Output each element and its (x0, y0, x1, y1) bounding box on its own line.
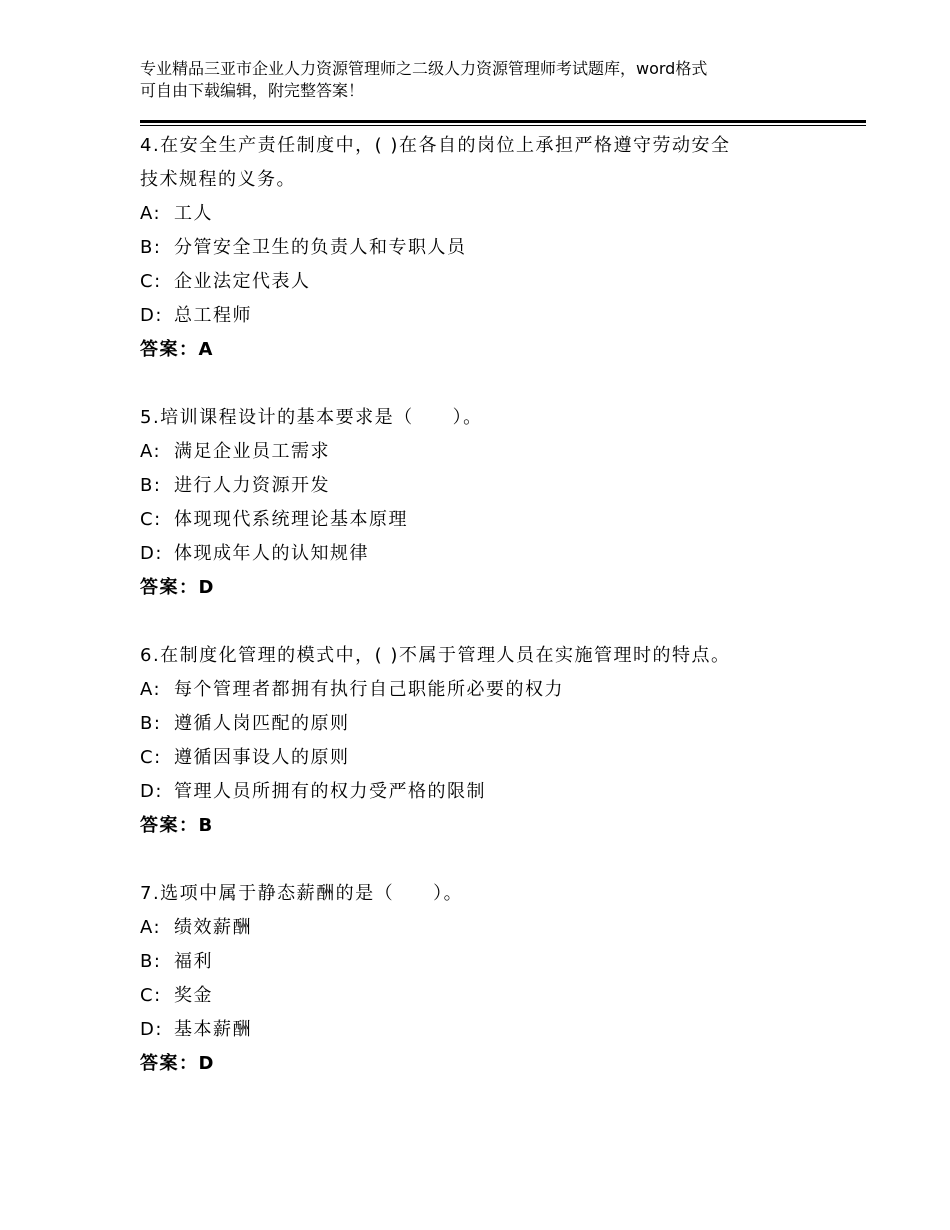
option-letter: B: (140, 951, 162, 972)
question-list (140, 129, 840, 1115)
option-letter: C: (140, 747, 162, 768)
answer-line (140, 571, 840, 605)
option-item (140, 673, 840, 707)
option-letter: D: (140, 543, 163, 564)
option-item (140, 299, 840, 333)
option-text: 企业法定代表人 (174, 271, 311, 292)
option-item (140, 979, 840, 1013)
option-letter: D: (140, 305, 163, 326)
question-stem: 技术规程的义务。 (140, 169, 296, 190)
option-text: 总工程师 (174, 305, 252, 326)
option-letter: A: (140, 203, 162, 224)
header-line-1: 专业精品三亚市企业人力资源管理师之二级人力资源管理师考试题库，word格式 (140, 59, 708, 78)
option-text: 福利 (174, 951, 213, 972)
question-stem: 4.在安全生产责任制度中，( )在各自的岗位上承担严格遵守劳动安全 (140, 135, 731, 156)
option-letter: D: (140, 1019, 163, 1040)
option-item (140, 945, 840, 979)
option-item (140, 775, 840, 809)
answer-value: A (198, 339, 214, 360)
header-line-2: 可自由下载编辑，附完整答案！ (140, 81, 365, 100)
question-stem: 7.选项中属于静态薪酬的是（ ）。 (140, 883, 464, 904)
answer-line (140, 1047, 840, 1081)
option-text: 绩效薪酬 (174, 917, 252, 938)
option-letter: A: (140, 679, 162, 700)
option-letter: C: (140, 271, 162, 292)
option-item (140, 265, 840, 299)
option-item (140, 707, 840, 741)
option-item (140, 1013, 840, 1047)
answer-value: D (198, 1053, 215, 1074)
option-item (140, 503, 840, 537)
answer-label: 答案： (140, 815, 199, 836)
question-stem: 5.培训课程设计的基本要求是（ ）。 (140, 407, 483, 428)
answer-line (140, 809, 840, 843)
option-text: 管理人员所拥有的权力受严格的限制 (174, 781, 486, 802)
answer-value: B (198, 815, 214, 836)
question-item (140, 129, 840, 367)
option-text: 遵循人岗匹配的原则 (174, 713, 350, 734)
option-letter: B: (140, 713, 162, 734)
option-text: 分管安全卫生的负责人和专职人员 (174, 237, 467, 258)
option-text: 体现现代系统理论基本原理 (174, 509, 408, 530)
answer-value: D (198, 577, 215, 598)
option-text: 奖金 (174, 985, 213, 1006)
option-text: 基本薪酬 (174, 1019, 252, 1040)
option-text: 体现成年人的认知规律 (174, 543, 369, 564)
option-text: 遵循因事设人的原则 (174, 747, 350, 768)
question-item (140, 877, 840, 1081)
answer-label: 答案： (140, 577, 199, 598)
option-text: 进行人力资源开发 (174, 475, 330, 496)
option-letter: D: (140, 781, 163, 802)
option-item (140, 741, 840, 775)
option-item (140, 435, 840, 469)
answer-label: 答案： (140, 1053, 199, 1074)
option-item (140, 231, 840, 265)
option-letter: A: (140, 441, 162, 462)
option-item (140, 469, 840, 503)
question-item (140, 639, 840, 843)
header-divider-thick (140, 120, 866, 123)
option-item (140, 911, 840, 945)
document-header (140, 58, 840, 102)
option-text: 每个管理者都拥有执行自己职能所必要的权力 (174, 679, 564, 700)
answer-label: 答案： (140, 339, 199, 360)
header-divider-thin (140, 125, 866, 126)
option-letter: C: (140, 509, 162, 530)
option-item (140, 537, 840, 571)
question-stem: 6.在制度化管理的模式中，( )不属于管理人员在实施管理时的特点。 (140, 645, 731, 666)
answer-line (140, 333, 840, 367)
option-letter: B: (140, 475, 162, 496)
option-text: 工人 (174, 203, 213, 224)
question-item (140, 401, 840, 605)
option-item (140, 197, 840, 231)
option-letter: B: (140, 237, 162, 258)
option-letter: C: (140, 985, 162, 1006)
option-letter: A: (140, 917, 162, 938)
option-text: 满足企业员工需求 (174, 441, 330, 462)
